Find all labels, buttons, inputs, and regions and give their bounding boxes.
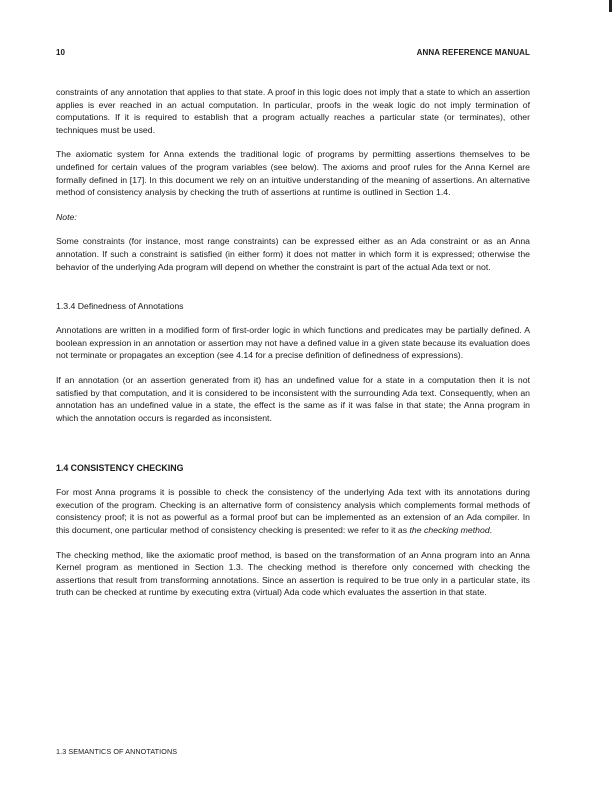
paragraph-axiomatic-system: The axiomatic system for Anna extends the traditional logic of programs by permitting assertions themselves to be undefined for certain values of the program variables (see below). The axioms and proof rules for the Anna Kernel are formally defined in [17]. In this document we rely on an intuitive understanding of the meaning of assertions. An alternative method of consistency analysis by checking the truth of assertions at runtime is outlined in Section 1.4. — [56, 149, 530, 198]
paragraph-constraints-note: Some constraints (for instance, most range constraints) can be expressed either as an Ada constraint or as an Anna annotation. If such a constraint is satisfied (in either form) it does not matter in which form it is expressed; otherwise the behavior of the underlying Ada program will depend on whether the constraint is part of the actual Ada text or not. — [56, 236, 530, 272]
paragraph-consistency-checking — [56, 486, 530, 536]
page-header — [56, 48, 530, 62]
paragraph-weak-logic: constraints of any annotation that applies to that state. A proof in this logic does not imply that a state to which an assertion applies is ever reached in an actual computation. In particular, proofs in the weak logic do not imply termination of computations. If it is required to establish that a program actually reaches a particular state (or terminates), other techniques must be used. — [56, 87, 530, 135]
paragraph-checking-method: The checking method, like the axiomatic proof method, is based on the transformation of an Anna program into an Anna Kernel program as mentioned in Section 1.3. The checking method is therefore only concerned with checking the assertions that result from transforming annotations. Since an assertion is required to be true only in a particular state, its truth can be checked at runtime by executing extra (virtual) Ada code which evaluates the assertion in that state. — [56, 549, 530, 598]
paragraph-text: For most Anna programs it is possible to check the consistency of the underlying Ada text with its annotations during execution of the program. Checking is an alternative form of consistency analysis which complements formal methods of consistency proof; it is not as powerful as a formal proof but can be implemented as an extension of an Ada compiler. In this document, one particular method of consistency checking is presented: we refer to it as — [56, 487, 530, 536]
paragraph-end: . — [489, 525, 493, 536]
paragraph-definedness: Annotations are written in a modified form of first-order logic in which functions and predicates may be partially defined. A boolean expression in an annotation or assertion may not have a defined value in a given state because its evaluation does not terminate or propagates an exception (see 4.14 for a precise definition of definedness of expressions). — [56, 325, 530, 361]
page-number: 10 — [56, 48, 65, 57]
page-body — [56, 86, 530, 599]
subsection-heading: 1.3.4 Definedness of Annotations — [56, 301, 184, 312]
paragraph-undefined-value: If an annotation (or an assertion generated from it) has an undefined value for a state in a computation then it is not satisfied by that computation, and it is considered to be inconsistent with the surrounding Ada text. Consequently, when an annotation has an undefined value in a state, the effect is the same as if it was false in that state; the Anna program in which the annotation occurs is regarded as inconsistent. — [56, 374, 530, 423]
running-title: ANNA REFERENCE MANUAL — [416, 48, 530, 57]
page-footer: 1.3 SEMANTICS OF ANNOTATIONS — [56, 747, 178, 756]
section-heading: 1.4 CONSISTENCY CHECKING — [56, 463, 184, 474]
emphasis-checking-method: the checking method — [409, 525, 490, 536]
note-label: Note: — [56, 211, 77, 222]
